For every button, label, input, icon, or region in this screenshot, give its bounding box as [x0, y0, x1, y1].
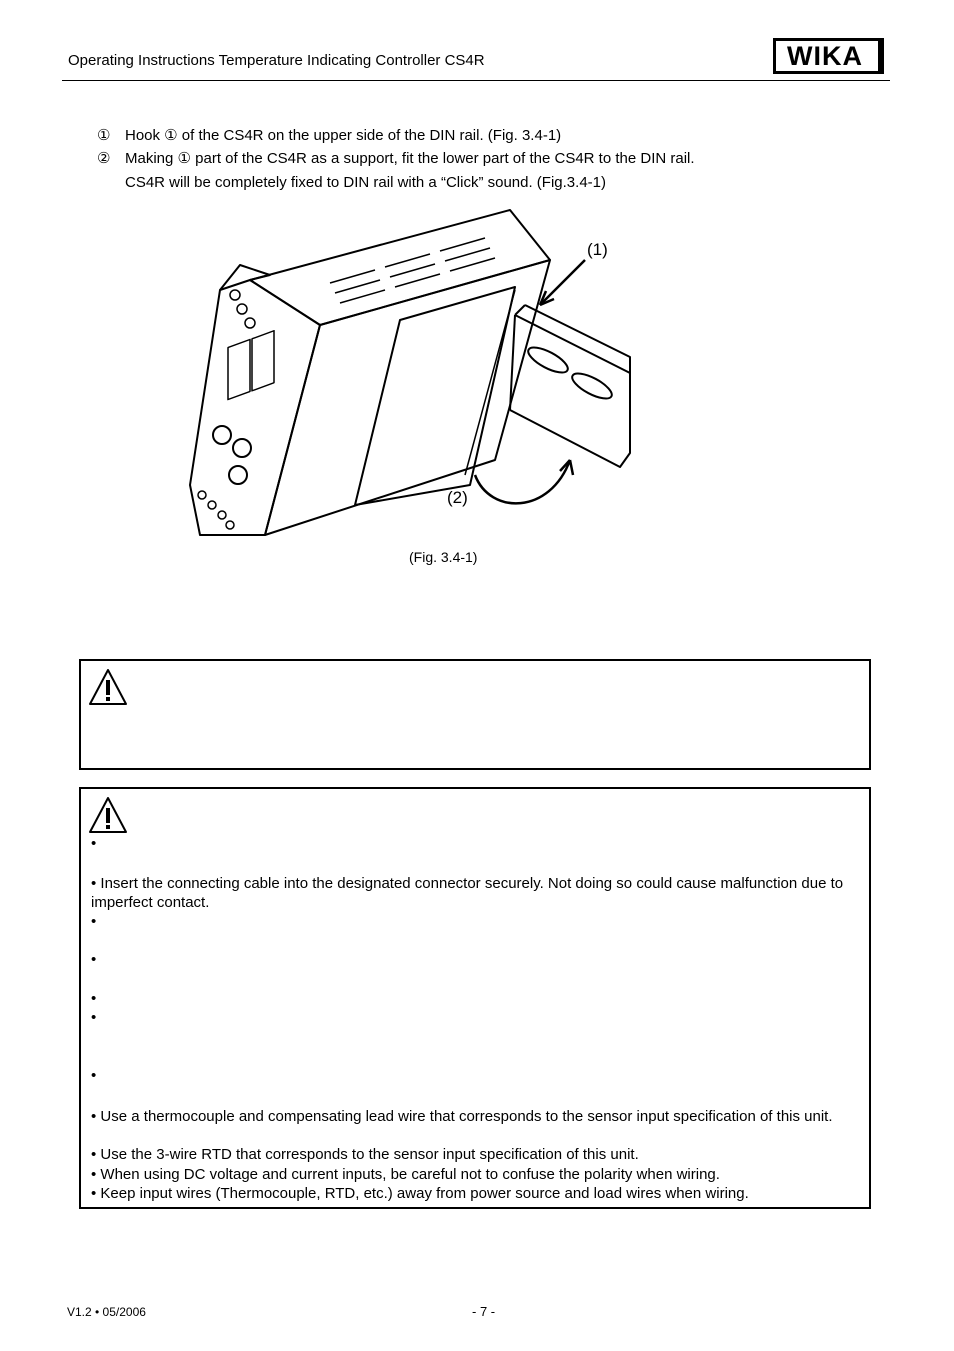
- wika-logo: WIKA: [773, 38, 883, 74]
- logo-bar: [878, 38, 884, 74]
- footer-page-number: - 7 -: [472, 1304, 496, 1319]
- caution-item: • Insert the connecting cable into the designated connector securely. Not doing so could cause malfunction due to imperfect contact.: [91, 875, 844, 911]
- warning-triangle-icon: [88, 668, 128, 706]
- caution-item-text: Insert the connecting cable into the designated connector securely. Not doing so could cause malfunction due to imperfect contact.: [91, 875, 844, 911]
- caution-item-text: When using DC voltage and current inputs, be careful not to confuse the polarity when wiring.: [100, 1166, 720, 1183]
- caution-bullet-empty: •: [91, 835, 97, 852]
- caution-item: • Use a thermocouple and compensating lead wire that corresponds to the sensor input specification of this unit.: [91, 1108, 833, 1125]
- step-2-number: ②: [97, 150, 111, 167]
- step-2-text: Making ① part of the CS4R as a support, fit the lower part of the CS4R to the DIN rail.: [125, 150, 695, 167]
- caution-item-text: Keep input wires (Thermocouple, RTD, etc.) away from power source and load wires when wiring.: [100, 1185, 749, 1202]
- caution-bullet-empty: •: [91, 990, 97, 1007]
- footer-version: V1.2 • 05/2006: [67, 1305, 146, 1319]
- header-divider: [62, 80, 890, 81]
- din-rail-mounting-figure: [180, 205, 640, 545]
- caution-bullet-empty: •: [91, 1067, 97, 1084]
- caution-item: • Keep input wires (Thermocouple, RTD, etc.) away from power source and load wires when wiring.: [91, 1185, 749, 1202]
- caution-bullet-empty: •: [91, 1009, 97, 1026]
- caution-box: [79, 787, 871, 1209]
- caution-bullet-empty: •: [91, 913, 97, 930]
- step-2-continuation: CS4R will be completely fixed to DIN rail with a “Click” sound. (Fig.3.4-1): [125, 174, 606, 191]
- caution-item-text: Use the 3-wire RTD that corresponds to the sensor input specification of this unit.: [100, 1146, 639, 1163]
- figure-label-1: (1): [587, 240, 608, 259]
- caution-item: • When using DC voltage and current inputs, be careful not to confuse the polarity when wiring.: [91, 1166, 720, 1183]
- step-2: [97, 149, 695, 167]
- caution-triangle-icon: [88, 796, 128, 834]
- step-1: [97, 126, 561, 144]
- caution-bullet-empty: •: [91, 951, 97, 968]
- caution-item-text: Use a thermocouple and compensating lead wire that corresponds to the sensor input specification of this unit.: [100, 1108, 833, 1125]
- page-header-title: Operating Instructions Temperature Indicating Controller CS4R: [68, 52, 485, 69]
- figure-caption: (Fig. 3.4-1): [409, 549, 478, 565]
- step-1-text: Hook ① of the CS4R on the upper side of the DIN rail. (Fig. 3.4-1): [125, 127, 562, 144]
- figure-label-2: (2): [447, 488, 468, 507]
- step-1-number: ①: [97, 127, 111, 144]
- caution-item: • Use the 3-wire RTD that corresponds to the sensor input specification of this unit.: [91, 1146, 639, 1163]
- warning-box: [79, 659, 871, 770]
